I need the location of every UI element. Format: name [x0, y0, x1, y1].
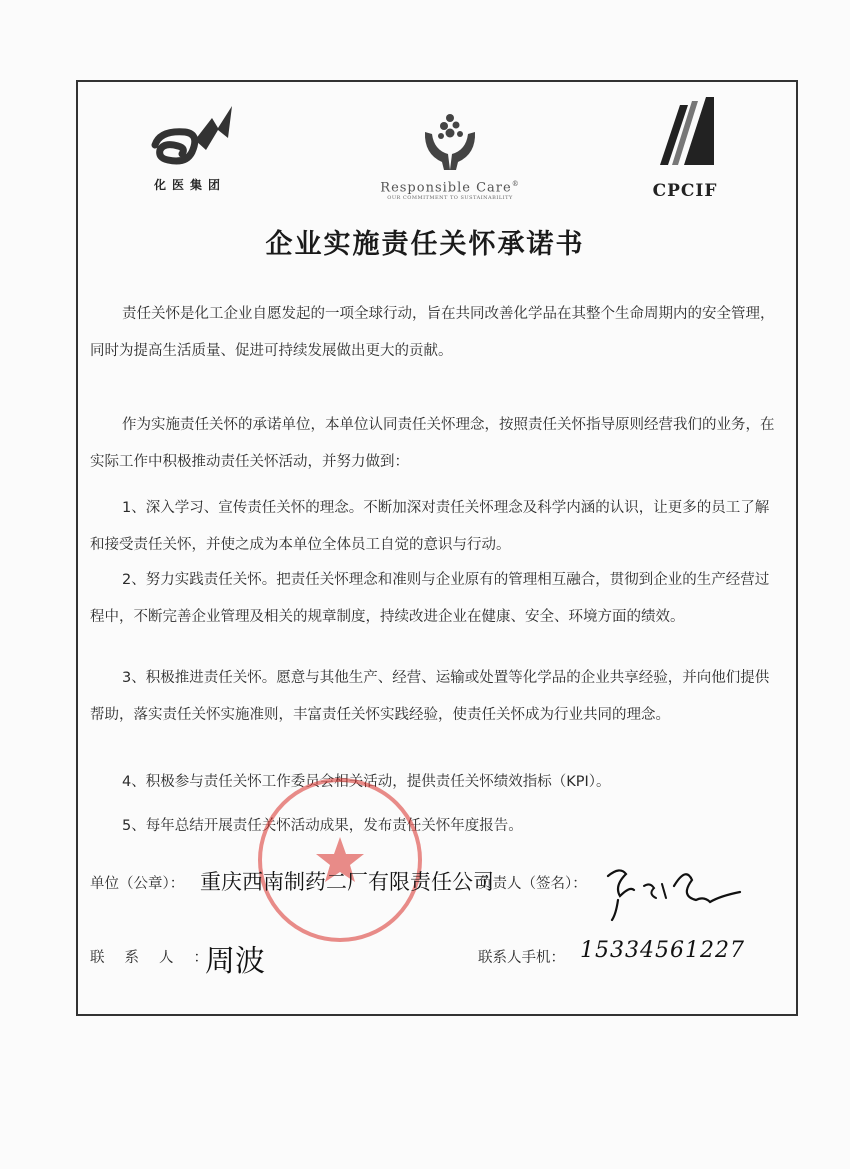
- rc-trademark: ®: [511, 180, 520, 188]
- responsible-person-signature: [600, 856, 750, 930]
- cpcif-text: CPCIF: [652, 181, 718, 201]
- commitment-item-3: 3、积极推进责任关怀。愿意与其他生产、经营、运输或处置等化学品的企业共享经验，并向他们提供帮助，落实责任关怀实施准则，丰富责任关怀实践经验，使责任关怀成为行业共同的理念。: [90, 670, 770, 723]
- unit-seal-label: 单位（公章）：: [90, 876, 185, 892]
- contact-person-label: 联系人：: [90, 950, 228, 966]
- responsible-care-logo: [375, 110, 525, 201]
- commitment-item-5: 5、每年总结开展责任关怀活动成果，发布责任关怀年度报告。: [122, 818, 523, 834]
- huayi-caption: 化医集团: [153, 178, 226, 192]
- hands-molecule-icon: [420, 110, 480, 172]
- contact-phone-label: 联系人手机：: [478, 950, 565, 966]
- cpcif-logo: [630, 95, 740, 201]
- company-seal: [255, 775, 425, 949]
- cpcif-emblem-icon: [650, 95, 720, 173]
- seal-stamp-icon: [255, 775, 425, 945]
- unit-handwritten-name: 重庆西南制药二厂有限责任公司: [200, 870, 494, 894]
- contact-person-name: 周波: [205, 944, 265, 979]
- commitment-item-2: 2、努力实践责任关怀。把责任关怀理念和准则与企业原有的管理相互融合，贯彻到企业的生产经营过程中，不断完善企业管理及相关的规章制度，持续改进企业在健康、安全、环境方面的绩效。: [90, 572, 770, 625]
- rc-title-text: Responsible Care: [380, 180, 512, 196]
- responsible-person-label: 负责人（签名）：: [478, 876, 587, 892]
- intro-paragraph: 责任关怀是化工企业自愿发起的一项全球行动，旨在共同改善化学品在其整个生命周期内的安全管理，同时为提高生活质量、促进可持续发展做出更大的贡献。: [90, 306, 775, 359]
- commitment-item-1: 1、深入学习、宣传责任关怀的理念。不断加深对责任关怀理念及科学内涵的认识，让更多的员工了解和接受责任关怀，并使之成为本单位全体员工自觉的意识与行动。: [90, 500, 770, 553]
- responsible-care-subtitle: OUR COMMITMENT TO SUSTAINABILITY: [387, 195, 513, 202]
- commitment-item-4: 4、积极参与责任关怀工作委员会相关活动，提供责任关怀绩效指标（KPI）。: [122, 774, 611, 790]
- hy-logo-icon: [140, 100, 240, 170]
- signature-scribble-icon: [600, 856, 750, 926]
- responsible-care-title: [375, 180, 525, 195]
- huayi-group-logo: [135, 100, 245, 193]
- commitment-paragraph: 作为实施责任关怀的承诺单位，本单位认同责任关怀理念，按照责任关怀指导原则经营我们的业务，在实际工作中积极推动责任关怀活动，并努力做到：: [90, 417, 775, 470]
- contact-phone-number: 15334561227: [580, 938, 745, 963]
- document-title: 企业实施责任关怀承诺书: [265, 229, 585, 260]
